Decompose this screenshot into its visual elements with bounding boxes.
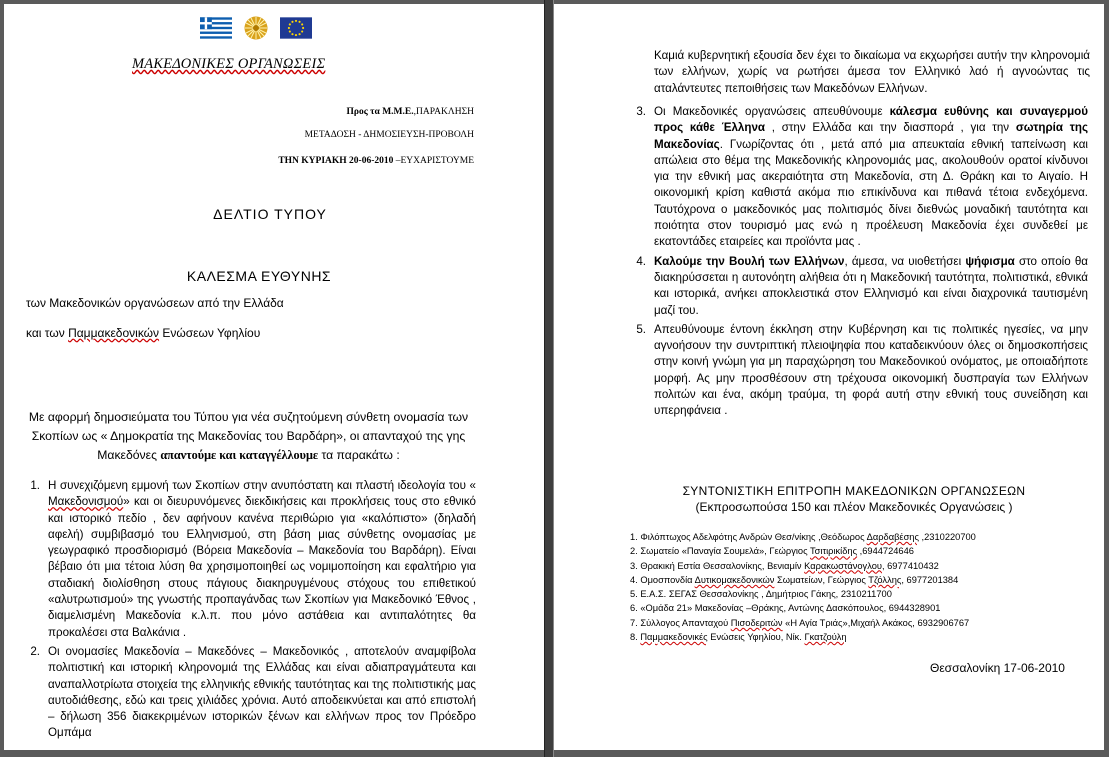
- list-item-text: , στην Ελλάδα και την διασπορά , για την: [765, 121, 1016, 135]
- member-item: [630, 587, 1050, 601]
- member-name: Τζόλλης: [868, 574, 902, 585]
- member-item: [630, 544, 1050, 558]
- greek-flag-icon: [200, 16, 232, 40]
- addressee-media: Μ.Μ.Ε.: [382, 107, 414, 117]
- window-frame-bottom: [0, 750, 1109, 757]
- members-list: [630, 530, 1050, 644]
- member-item: [630, 559, 1050, 573]
- member-org: Παμμακεδονικές: [640, 632, 708, 643]
- list-item-text-bold: κάλεσμα ευθύνης και συναγερμού προς κάθε Έλληνα: [654, 105, 1088, 135]
- date-line-thanks: –ΕΥΧΑΡΙΣΤΟΥΜΕ: [393, 156, 474, 166]
- list-item: [630, 254, 1088, 319]
- window-frame-right: [1104, 0, 1109, 757]
- intro-text-end: τα παρακάτω :: [318, 448, 400, 462]
- list-item-text: Οι ονομασίες Μακεδονία – Μακεδόνες – Μακεδονικός , αποτελούν αναμφίβολα πολιτιστική και ιστορική κληρονομιά της Ελλάδας και είναι αδιαπραγμάτευτα και αναπαλλοτρίωτα στοιχεία της ελληνικής εθνικής ταυτότητας και της πολιτιστικής μας αυτοδιάθεσης, εδώ και τρεις χιλιάδες χρόνια. Αυτό αποδεικνύεται και από επιστολή – δήλωση 356 διακεκριμένων ιστορικών ξένων και ελλήνων προς τον Πρόεδρο Ομπάμα: [48, 644, 476, 740]
- list-item: [630, 104, 1088, 251]
- member-org: Πισοδεριτών: [730, 617, 783, 628]
- eu-flag-icon: [280, 16, 312, 40]
- organizations-heading-text: ΜΑΚΕΔΟΝΙΚΕΣ ΟΡΓΑΝΩΣΕΙΣ: [132, 56, 326, 72]
- intro-text-start: Με αφορμή δημοσιεύματα του Τύπου για νέα συζητούμενη σύνθετη ονομασία των Σκοπίων ως « Δημοκρατία της Μακεδονίας του Βαρδάρη», οι απανταχού της γης Μακεδόνες: [28, 410, 469, 462]
- member-phone: , 6977201384: [901, 574, 959, 585]
- date-line-date: ΤΗΝ ΚΥΡΙΑΚΗ 20-06-2010: [278, 156, 394, 166]
- call-title: ΚΑΛΕΣΜΑ ΕΥΘΥΝΗΣ: [186, 268, 332, 284]
- list-item-text: Απευθύνουμε έντονη έκκληση στην Κυβέρνηση και τις πολιτικές ηγεσίες, να μην αγνοήσουν την συντριπτική πλειοψηφία που καταδεικνύουν όλες οι δημοσκοπήσεις στην κοινή γνώμη για μη παραχώρηση του Μακεδονικού ονόματος, με οποιαδήποτε μορφή. Ας μην προσθέσουν στη τρέχουσα οικονομική δυσπραγία των Ελλήνων πολιτών και ένα, ακόμη τραύμα, τη φορά αυτή στην εθνική τους συνείδηση και υπερηφάνεια .: [654, 322, 1088, 418]
- list-item-text: Οι Μακεδονικές οργανώσεις απευθύνουμε: [654, 105, 890, 118]
- from-line-2: [26, 326, 260, 340]
- from-line-1: των Μακεδονικών οργανώσεων από την Ελλάδα: [26, 296, 284, 310]
- list-item-number: 4.: [636, 254, 646, 268]
- list-item-text-bold: σωτηρία της Μακεδονίας: [654, 121, 1088, 151]
- member-name: Γκατζούλη: [804, 632, 847, 643]
- document-page-left: [4, 4, 544, 750]
- from-line-2-start: και των: [26, 326, 69, 340]
- date-line: [278, 156, 474, 166]
- addressee-line: [347, 107, 474, 117]
- committee-subtitle: (Εκπροσωπούσα 150 και πλέον Μακεδονικές Οργανώσεις ): [695, 500, 1013, 514]
- list-item-number: 1.: [30, 479, 40, 492]
- continuation-paragraph: Καμιά κυβερνητική εξουσία δεν έχει το δικαίωμα να εκχωρήσει αυτήν την κληρονομιά των ελλήνων, χωρίς να ρωτήσει άμεσα τον Ελληνικό λαό ή αγνοώντας τις αταλάντευτες πεποιθήσεις των Μακεδόνων Ελλήνων.: [654, 49, 1090, 95]
- member-item: [630, 630, 1050, 644]
- member-phone: ,2310220700: [918, 532, 976, 542]
- list-item: [24, 478, 476, 641]
- list-item-text: . Γνωρίζοντας ότι , μετά από μια απευκταία εθνική ταπείνωση και απώλεια στο θέμα της Μακεδονικής κληρονομιάς μας, ακολουθούν ορατοί κίνδυνοι για την εθνική μας ακεραιότητα στη Μακεδονία, στη Δ. Θράκη και το Αιγαίο. Η οικονομική κρίση καθιστά ακόμα πιο επικίνδυνα και πιθανά τέτοια ενδεχόμενα. Ταυτόχρονα ο μακεδονικός μας πολιτισμός δίνει διεθνώς μοναδική ταυτότητα και ποιότητα στον τουρισμό μας ενώ η προέλευση Μακεδονία έχει συνδεθεί με εκατοντάδες εταιρείες και προϊόντα μας .: [654, 137, 1088, 249]
- list-item-text: Μακεδονισμού: [48, 495, 124, 509]
- list-item-number: 5.: [636, 322, 646, 336]
- member-text: 3. Θρακική Εστία Θεσσαλονίκης, Βενιαμίν: [630, 560, 805, 571]
- place-date: Θεσσαλονίκη 17-06-2010: [930, 661, 1065, 675]
- member-text: 8.: [630, 632, 641, 643]
- member-text: Σωματείων, Γεώργιος: [774, 574, 869, 585]
- list-item-number: 2.: [30, 644, 40, 658]
- member-text: 5. Ε.Α.Σ. ΣΕΓΑΣ Θεσσαλονίκης , Δημήτριος Γάκης, 2310211700: [630, 589, 892, 600]
- from-line-2-end: Ενώσεων Υφηλίου: [159, 326, 261, 340]
- organizations-heading: [132, 56, 325, 73]
- member-name: Καρακωστάνογλου: [804, 560, 882, 571]
- committee-title: ΣΥΝΤΟΝΙΣΤΙΚΗ ΕΠΙΤΡΟΠΗ ΜΑΚΕΔΟΝΙΚΩΝ ΟΡΓΑΝΩΣΕΩΝ: [682, 484, 1026, 498]
- document-page-right: [554, 4, 1104, 750]
- list-item-number: 3.: [636, 105, 646, 118]
- member-item: [630, 530, 1050, 544]
- addressee-request: ,ΠΑΡΑΚΛΗΣΗ: [413, 107, 474, 117]
- list-item: [24, 644, 476, 742]
- list-item-text: Η συνεχιζόμενη εμμονή των Σκοπίων στην ανυπόστατη και πλαστή ιδεολογία του «: [48, 479, 476, 492]
- member-name: Δαρδαβέσης: [866, 532, 919, 542]
- list-item-text: » και οι διευρυνόμενες διεκδικήσεις και προκλήσεις τους στο εθνικό και ιστορικό πεδίο , δεν αφήνουν κανένα περιθώριο για «καλόπιστο» (δηλαδή αφελή) συμβιβασμό του Ελληνισμού, στη βάση μιας σύνθετης ονομασίας με γεωγραφικό προσδιορισμό (Βόρεια Μακεδονία – Μακεδονία του Βαρδάρη). Είναι βέβαιο ότι μια τέτοια λύση θα χρησιμοποιηθεί ως νομιμοποίηση και εφαλτήριο για σταδιακή διολίσθηση στους πάγιους διακηρυγμένους στόχους του επιθετικού «αλυτρωτισμού» της γνωστής προπαγάνδας των Σκοπίων για Μακεδονικό Έθνος , διαμελισμένη Μακεδονία κ.λ.π. που μόνο αστάθεια και αντιπαλότητες θα προκαλέσει στα Βαλκάνια .: [48, 495, 476, 639]
- member-phone: ,6944724646: [857, 546, 914, 557]
- addressee-prefix: Προς τα: [346, 107, 380, 117]
- intro-text-bold: απαντούμε και καταγγέλλουμε: [160, 448, 319, 462]
- numbered-list-left: [24, 478, 476, 745]
- member-item: [630, 573, 1050, 587]
- member-text: 1. Φιλόπτωχος Αδελφότης Ανδρών Θεσ/νίκης ,Θεόδωρος: [630, 532, 867, 542]
- list-item: [630, 322, 1088, 420]
- intro-paragraph: [22, 408, 475, 465]
- member-name: Τσιτιρικίδης: [809, 546, 858, 557]
- page-divider: [544, 0, 554, 757]
- member-item: [630, 616, 1050, 630]
- transmit-line: ΜΕΤΑΔΟΣΗ - ΔΗΜΟΣΙΕΥΣΗ-ΠΡΟΒΟΛΗ: [304, 130, 474, 140]
- list-item-text-bold: ψήφισμα: [965, 254, 1015, 268]
- member-text: 6. «Ομάδα 21» Μακεδονίας –Θράκης, Αντώνης Δασκόπουλος, 6944328901: [630, 603, 941, 614]
- member-item: [630, 601, 1050, 615]
- member-text: 4. Ομοσπονδία: [630, 574, 695, 585]
- member-org: Δυτικομακεδονικών: [694, 574, 775, 585]
- member-text: Ενώσεις Υφηλίου, Νίκ.: [707, 632, 805, 643]
- list-item-text: , άμεσα, να υιοθετήσει: [844, 254, 966, 268]
- vergina-sun-icon: [240, 16, 272, 40]
- from-line-2-pan: Παμμακεδονικών: [68, 326, 160, 340]
- member-text: «Η Αγία Τριάς»,Μιχαήλ Ακάκος, 6932906767: [782, 617, 970, 628]
- member-text: 7. Σύλλογος Απανταχού: [630, 617, 731, 628]
- member-phone: , 6977410432: [881, 560, 939, 571]
- list-item-text-bold: Καλούμε την Βουλή των Ελλήνων: [654, 254, 845, 268]
- list-item-text: στο οποίο θα διακηρύσσεται η αυτονόητη αλήθεια ότι η Μακεδονική ταυτότητα, πολιτιστικά, εθνικά και ιστορικά, ανήκει αποκλειστικά στον Ελληνισμό και είναι διαχρονικά ταυτισμένη μαζί του.: [654, 254, 1088, 317]
- member-text: 2. Σωματείο «Παναγία Σουμελά», Γεώργιος: [630, 546, 810, 557]
- flag-logos: [200, 16, 312, 46]
- press-release-title: ΔΕΛΤΙΟ ΤΥΠΟΥ: [213, 206, 327, 222]
- numbered-list-right: [630, 104, 1088, 423]
